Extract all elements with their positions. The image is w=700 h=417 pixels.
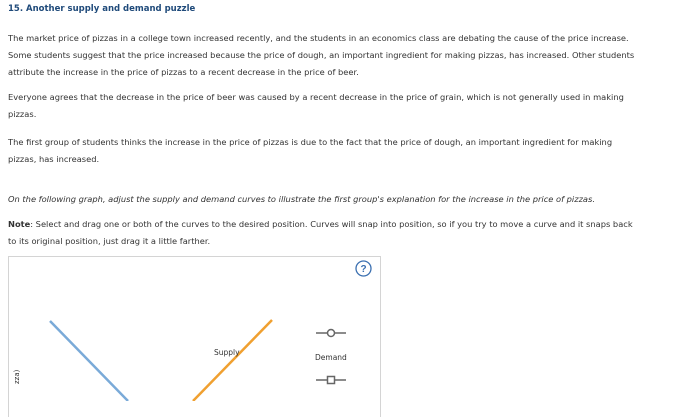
y-axis-label: zza) bbox=[13, 369, 21, 384]
help-symbol: ? bbox=[360, 264, 367, 275]
supply-curve[interactable] bbox=[193, 320, 272, 401]
demand-curve[interactable] bbox=[50, 321, 128, 401]
para3-line1: The first group of students thinks the increase in the price of pizzas is due to the fact that the price of dough, an important ingredient for making bbox=[8, 137, 613, 147]
square-handle-icon bbox=[328, 377, 335, 384]
para1-line1: The market price of pizzas in a college town increased recently, and the students in an economics class are debating the cause of the price increase. bbox=[8, 33, 629, 43]
para1-line3: attribute the increase in the price of pizzas to a recent decrease in the price of beer. bbox=[8, 67, 359, 77]
para2-line1: Everyone agrees that the decrease in the price of beer was caused by a recent decrease in the price of grain, which is not generally used in making bbox=[8, 92, 624, 102]
legend-demand-label: Demand bbox=[315, 353, 347, 362]
circle-handle-icon bbox=[328, 330, 335, 337]
legend-demand-handle[interactable] bbox=[316, 377, 346, 384]
note-line1: : Select and drag one or both of the curves to the desired position. Curves will snap into position, so if you try to move a curve and it snaps back bbox=[30, 219, 633, 229]
supply-curve-label: Supply bbox=[214, 348, 240, 357]
para2-line2: pizzas. bbox=[8, 109, 37, 119]
note-line2: to its original position, just drag it a little farther. bbox=[8, 236, 211, 246]
note-label: Note bbox=[8, 219, 31, 229]
para3-line2: pizzas, has increased. bbox=[8, 154, 100, 164]
help-button[interactable] bbox=[355, 260, 372, 277]
para1-line2: Some students suggest that the price increased because the price of dough, an important ingredient for making pizzas, has increased. Other students bbox=[8, 50, 635, 60]
legend-supply-handle[interactable] bbox=[316, 330, 346, 337]
question-title: 15. Another supply and demand puzzle bbox=[8, 4, 196, 14]
instruction-text: On the following graph, adjust the supply and demand curves to illustrate the first group's explanation for the increase in the price of pizzas. bbox=[8, 194, 595, 204]
